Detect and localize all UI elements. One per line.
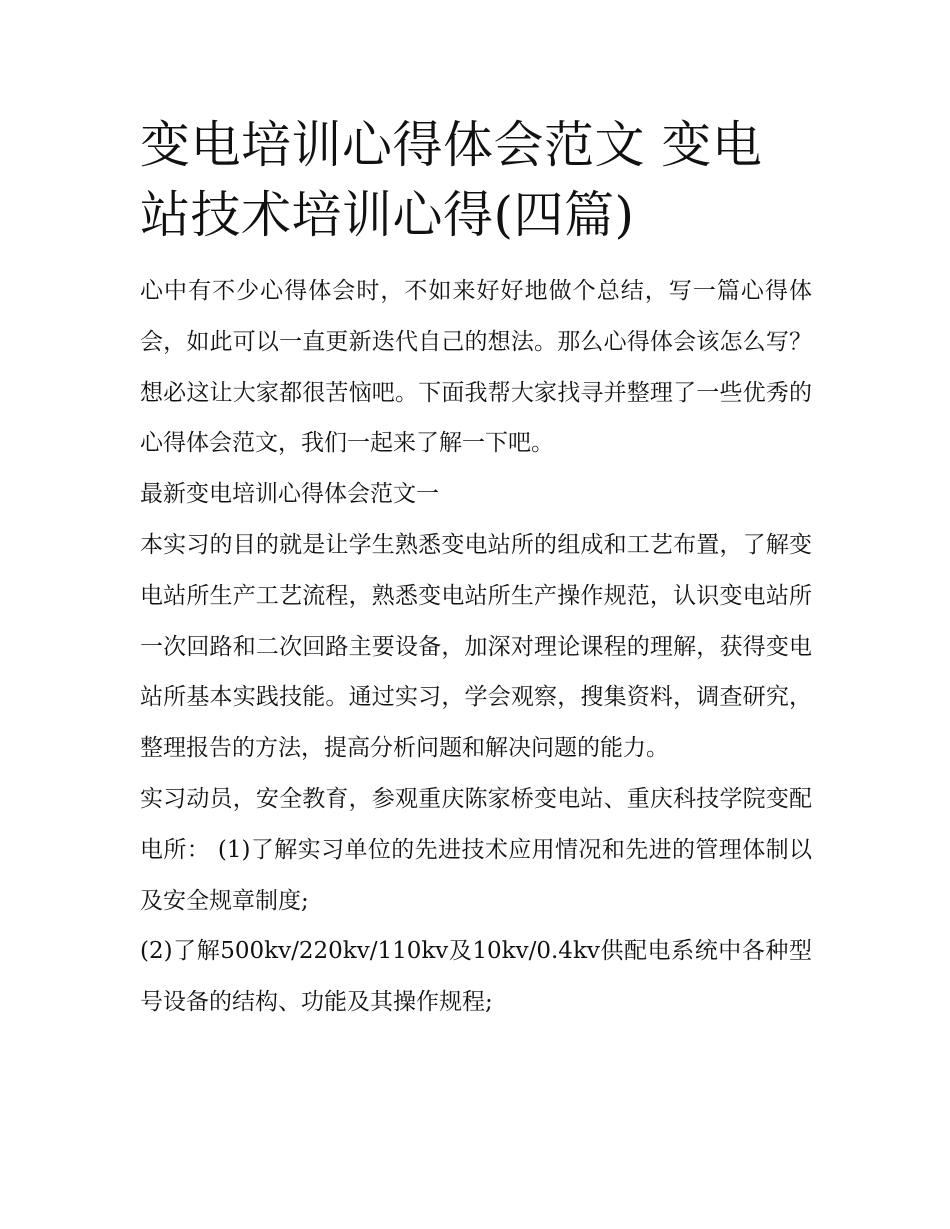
document-page [140,110,812,1028]
section-heading: 最新变电培训心得体会范文一 [140,481,439,508]
document-title: 变电培训心得体会范文 变电站技术培训心得(四篇) [140,116,763,244]
intro-paragraph: 心中有不少心得体会时，不如来好好地做个总结，写一篇心得体会，如此可以一直更新迭代自己的想法。那么心得体会该怎么写？想必这让大家都很苦恼吧。下面我帮大家找寻并整理了一些优秀的心得体会范文，我们一起来了解一下吧。 [140,278,812,457]
body-paragraph: (2)了解500kv/220kv/110kv及10kv/0.4kv供配电系统中各种型号设备的结构、功能及其操作规程; [140,938,812,1016]
document-body [140,266,812,1028]
body-paragraph: 本实习的目的就是让学生熟悉变电站所的组成和工艺布置，了解变电站所生产工艺流程，熟悉变电站所生产操作规范，认识变电站所一次回路和二次回路主要设备，加深对理论课程的理解，获得变电站所基本实践技能。通过实习，学会观察，搜集资料，调查研究，整理报告的方法，提高分析问题和解决问题的能力。 [140,531,812,762]
body-paragraph: 实习动员，安全教育，参观重庆陈家桥变电站、重庆科技学院变配电所： (1)了解实习单位的先进技术应用情况和先进的管理体制以及安全规章制度; [140,785,812,914]
